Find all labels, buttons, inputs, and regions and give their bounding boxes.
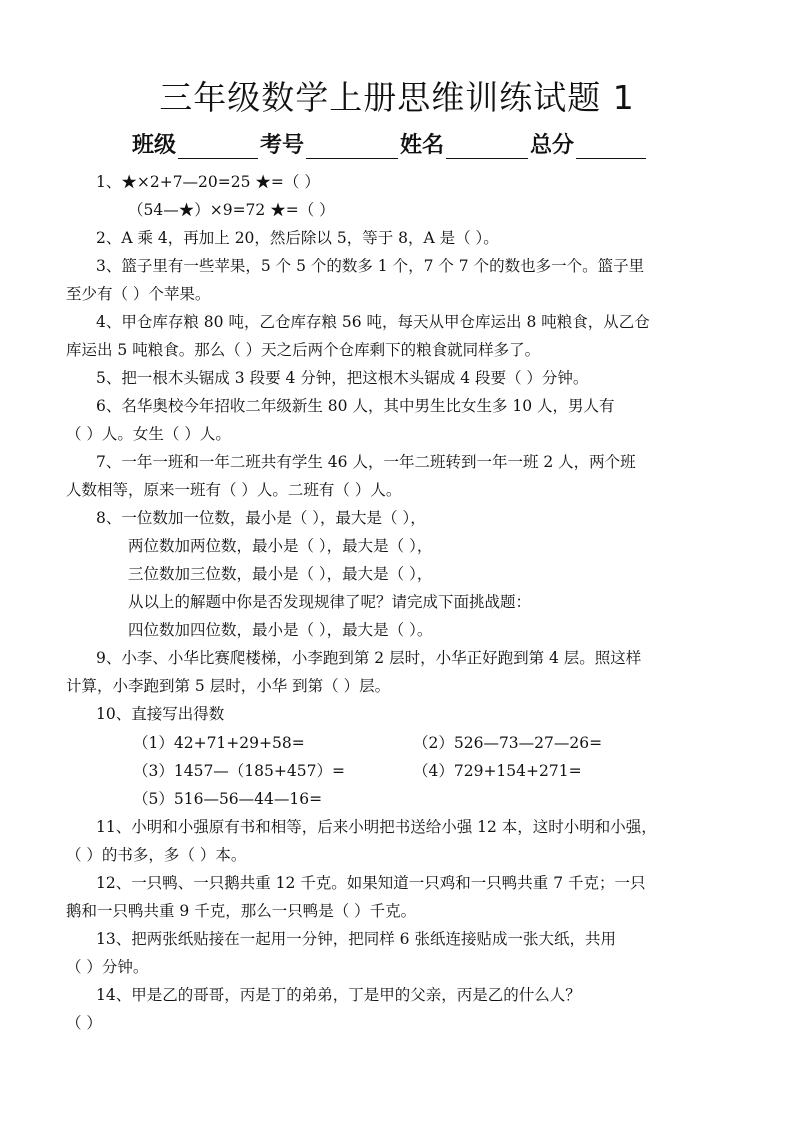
question-8-line-3: 三位数加三位数，最小是（ ），最大是（ ）， <box>128 565 433 583</box>
question-3-line-2: 至少有（ ）个苹果。 <box>66 285 211 303</box>
question-11-line-2: （ ）的书多，多（ ）本。 <box>66 846 247 864</box>
exam-no-blank[interactable] <box>306 136 398 159</box>
question-11-line-1: 11、小明和小强原有书和相等，后来小明把书送给小强 12 本，这时小明和小强， <box>96 818 657 836</box>
total-label: 总分 <box>530 133 575 158</box>
question-8-line-4: 从以上的解题中你是否发现规律了呢？请完成下面挑战题： <box>128 593 532 611</box>
question-6-line-1: 6、名华奥校今年招收二年级新生 80 人，其中男生比女生多 10 人，男人有 <box>96 397 615 415</box>
question-10-heading: 10、直接写出得数 <box>96 705 225 723</box>
question-2: 2、A 乘 4，再加上 20，然后除以 5，等于 8，A 是（ ）。 <box>96 229 499 247</box>
exam-no-label: 考号 <box>260 133 305 158</box>
question-10-item-1: （1）42+71+29+58= <box>133 734 305 752</box>
question-12-line-2: 鹅和一只鸭共重 9 千克，那么一只鸭是（ ）千克。 <box>66 902 417 920</box>
question-12-line-1: 12、一只鸭、一只鹅共重 12 千克。如果知道一只鸡和一只鸭共重 7 千克；一只 <box>96 874 646 892</box>
exam-no-field[interactable] <box>260 128 400 159</box>
question-10-item-5: （5）516—56—44—16= <box>133 790 323 808</box>
question-6-line-2: （ ）人。女生（ ）人。 <box>66 425 231 443</box>
total-field[interactable] <box>530 128 648 159</box>
question-10-item-4: （4）729+154+271= <box>413 762 582 780</box>
name-blank[interactable] <box>446 136 528 159</box>
question-14-line-1: 14、甲是乙的哥哥，丙是丁的弟弟，丁是甲的父亲，丙是乙的什么人？ <box>96 986 581 1004</box>
question-9-line-2: 计算，小李跑到第 5 层时，小华 到第（ ）层。 <box>66 677 391 695</box>
question-10-item-2: （2）526—73—27—26= <box>413 734 603 752</box>
question-8-line-2: 两位数加两位数，最小是（ ），最大是（ ）， <box>128 537 433 555</box>
question-1-line-2: （54—★）×9=72 ★=（ ） <box>128 201 335 219</box>
student-info-header <box>132 128 674 159</box>
question-14-line-2: （ ） <box>66 1014 102 1032</box>
total-blank[interactable] <box>576 136 646 159</box>
name-field[interactable] <box>400 128 530 159</box>
question-7-line-1: 7、一年一班和一年二班共有学生 46 人，一年二班转到一年一班 2 人，两个班 <box>96 453 636 471</box>
class-label: 班级 <box>132 133 177 158</box>
question-5: 5、把一根木头锯成 3 段要 4 分钟，把这根木头锯成 4 段要（ ）分钟。 <box>96 369 589 387</box>
question-7-line-2: 人数相等，原来一班有（ ）人。二班有（ ）人。 <box>66 481 402 499</box>
question-8-line-1: 8、一位数加一位数，最小是（ ），最大是（ ）， <box>96 509 426 527</box>
question-8-line-5: 四位数加四位数，最小是（ ），最大是（ ）。 <box>128 621 433 639</box>
question-9-line-1: 9、小李、小华比赛爬楼梯，小李跑到第 2 层时，小华正好跑到第 4 层。照这样 <box>96 649 642 667</box>
question-3-line-1: 3、篮子里有一些苹果，5 个 5 个的数多 1 个，7 个 7 个的数也多一个。篮子里 <box>96 257 645 275</box>
name-label: 姓名 <box>400 133 445 158</box>
question-13-line-1: 13、把两张纸贴接在一起用一分钟，把同样 6 张纸连接贴成一张大纸，共用 <box>96 930 616 948</box>
question-13-line-2: （ ）分钟。 <box>66 958 149 976</box>
class-field[interactable] <box>132 128 260 159</box>
question-1-line-1: 1、★×2+7—20=25 ★=（ ） <box>96 173 320 191</box>
page-title: 三年级数学上册思维训练试题 1 <box>159 78 635 117</box>
class-blank[interactable] <box>178 136 258 159</box>
question-4-line-2: 库运出 5 吨粮食。那么（ ）天之后两个仓库剩下的粮食就同样多了。 <box>66 341 541 359</box>
question-10-item-3: （3）1457—（185+457）= <box>133 762 345 780</box>
question-4-line-1: 4、甲仓库存粮 80 吨，乙仓库存粮 56 吨，每天从甲仓库运出 8 吨粮食，从乙仓 <box>96 313 650 331</box>
